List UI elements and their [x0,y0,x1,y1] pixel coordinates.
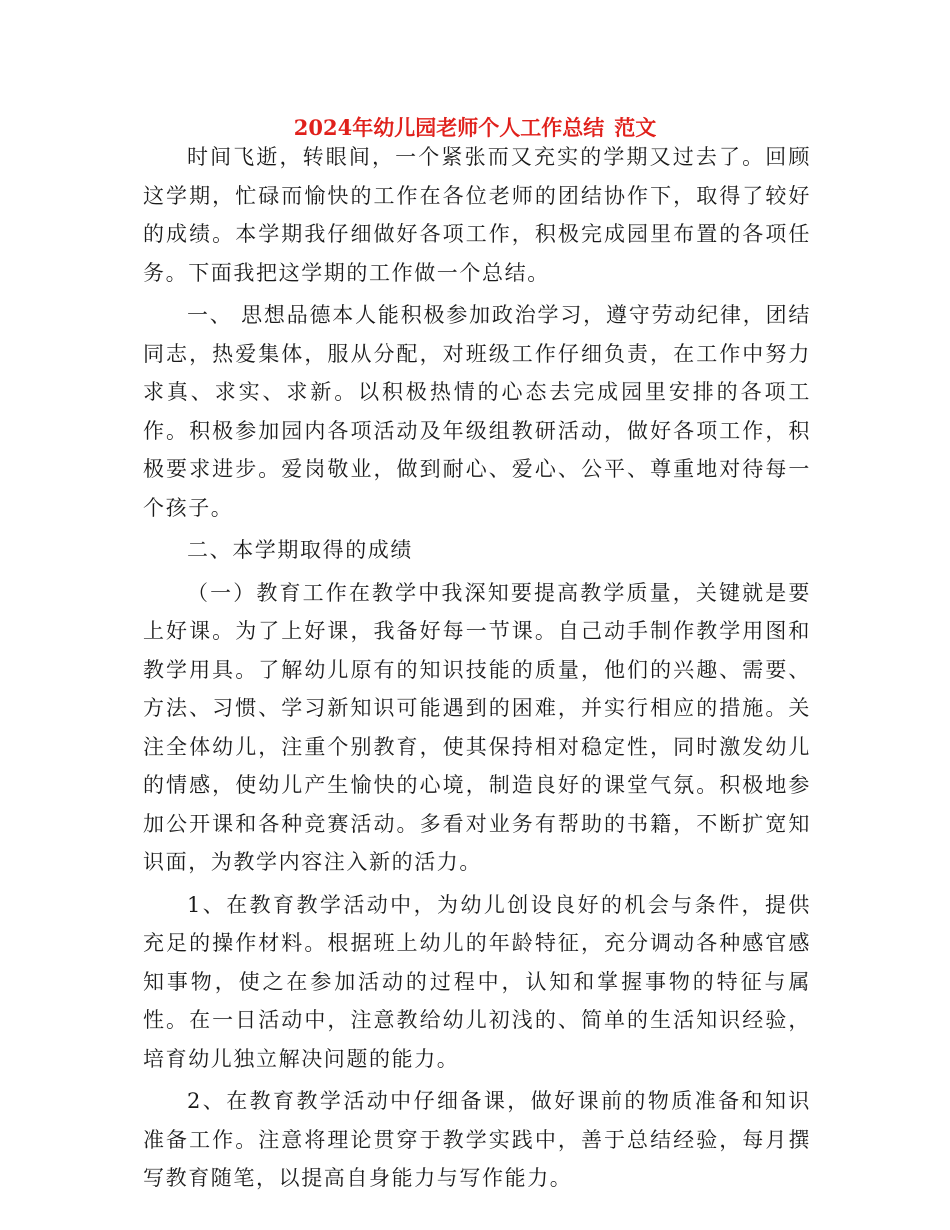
document-title-suffix: 范文 [614,115,657,140]
intro-paragraph: 时间飞逝，转眼间，一个紧张而又充实的学期又过去了。回顾这学期，忙碌而愉快的工作在各位老师的团结协作下，取得了较好的成绩。本学期我仔细做好各项工作，积极完成园里布置的各项任务。下面我把这学期的工作做一个总结。 [143,145,811,285]
document-title-main: 2024年幼儿园老师个人工作总结 [293,115,605,140]
item-one-paragraph: 1、在教育教学活动中，为幼儿创设良好的机会与条件，提供充足的操作材料。根据班上幼儿的年龄特征，充分调动各种感官感知事物，使之在参加活动的过程中，认知和掌握事物的特征与属性。在一日活动中，注意教给幼儿初浅的、简单的生活知识经验，培育幼儿独立解决问题的能力。 [143,892,811,1071]
section-one-paragraph: 一、 思想品德本人能积极参加政治学习，遵守劳动纪律，团结同志，热爱集体，服从分配，对班级工作仔细负责，在工作中努力求真、求实、求新。以积极热情的心态去完成园里安排的各项工作。积极参加园内各项活动及年级组教研活动，做好各项工作，积极要求进步。爱岗敬业，做到耐心、爱心、公平、尊重地对待每一个孩子。 [143,303,811,520]
document-body [143,138,811,1202]
section-two-heading: 二、本学期取得的成绩 [187,538,413,562]
education-work-paragraph: （一）教育工作在教学中我深知要提高教学质量，关键就是要上好课。为了上好课，我备好每一节课。自己动手制作教学用图和教学用具。了解幼儿原有的知识技能的质量，他们的兴趣、需要、方法、习惯、学习新知识可能遇到的困难，并实行相应的措施。关注全体幼儿，注重个别教育，使其保持相对稳定性，同时激发幼儿的情感，使幼儿产生愉快的心境，制造良好的课堂气氛。积极地参加公开课和各种竞赛活动。多看对业务有帮助的书籍，不断扩宽知识面，为教学内容注入新的活力。 [143,580,811,874]
item-two-paragraph: 2、在教育教学活动中仔细备课，做好课前的物质准备和知识准备工作。注意将理论贯穿于教学实践中，善于总结经验，每月撰写教育随笔，以提高自身能力与写作能力。 [143,1089,811,1190]
